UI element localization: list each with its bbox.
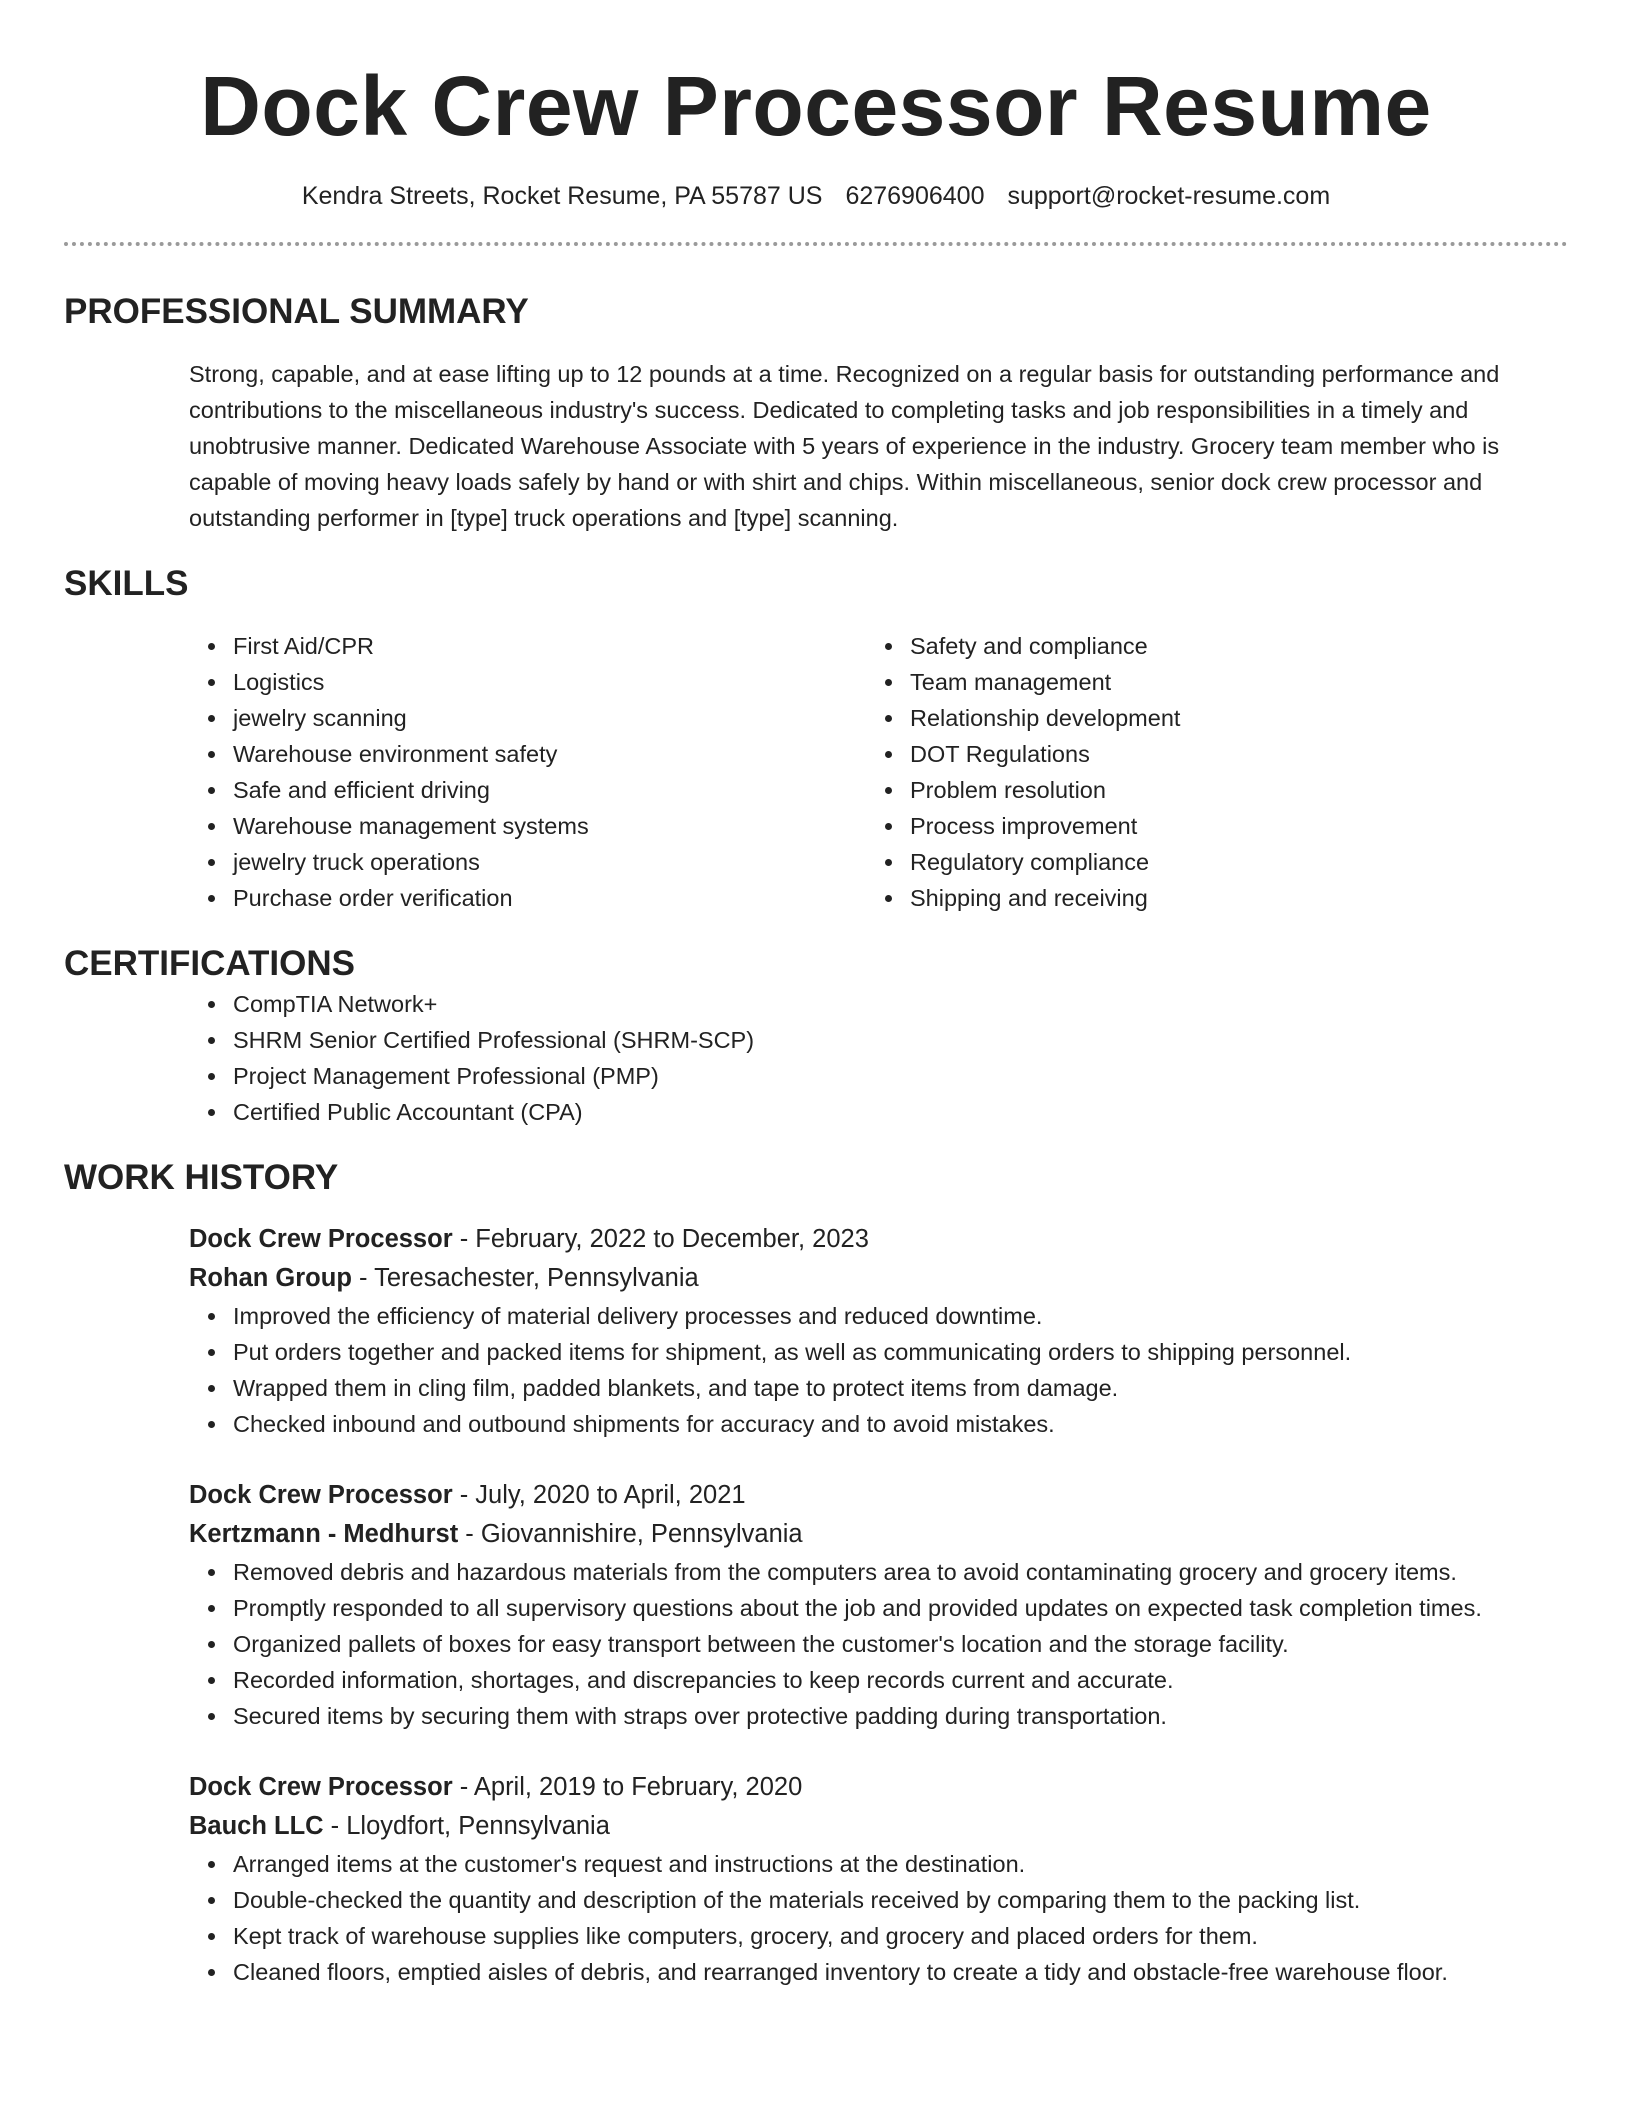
job-role-line <box>189 1220 1568 1259</box>
job-duty: Organized pallets of boxes for easy transport between the customer's location and the storage facility. <box>233 1626 1568 1662</box>
work-history-heading: WORK HISTORY <box>64 1158 339 1197</box>
job-duty: Improved the efficiency of material delivery processes and reduced downtime. <box>233 1298 1568 1334</box>
certification-item: Project Management Professional (PMP) <box>233 1058 1568 1094</box>
work-history-list <box>64 1220 1568 1990</box>
summary-text: Strong, capable, and at ease lifting up to 12 pounds at a time. Recognized on a regular basis for outstanding performance and contributions to the miscellaneous industry's success. Dedicated to completing tasks and job responsibilities in a timely and unobtrusive manner. Dedicated Warehouse Associate with 5 years of experience in the industry. Grocery team member who is capable of moving heavy loads safely by hand or with shirt and chips. Within miscellaneous, senior dock crew processor and outstanding performer in [type] truck operations and [type] scanning. <box>189 361 1500 531</box>
job-company-line <box>189 1807 1568 1846</box>
skill-item: Regulatory compliance <box>910 844 1587 880</box>
job-location: - Teresachester, Pennsylvania <box>351 1264 699 1292</box>
skill-item: Warehouse management systems <box>233 808 910 844</box>
contact-address: Kendra Streets, Rocket Resume, PA 55787 US <box>301 182 823 210</box>
skill-item: Team management <box>910 664 1587 700</box>
job-company: Kertzmann - Medhurst <box>189 1520 459 1548</box>
job-role-line <box>189 1768 1568 1807</box>
skill-item: jewelry scanning <box>233 700 910 736</box>
resume-title: Dock Crew Processor Resume <box>200 59 1432 153</box>
summary-heading: PROFESSIONAL SUMMARY <box>64 292 529 331</box>
job-role: Dock Crew Processor <box>189 1481 453 1509</box>
job-duty: Kept track of warehouse supplies like computers, grocery, and grocery and placed orders for them. <box>233 1918 1568 1954</box>
job-duty: Put orders together and packed items for shipment, as well as communicating orders to shipping personnel. <box>233 1334 1568 1370</box>
skill-item: Relationship development <box>910 700 1587 736</box>
job-entry <box>189 1220 1568 1442</box>
skills-grid <box>64 628 1568 916</box>
certification-item: SHRM Senior Certified Professional (SHRM-SCP) <box>233 1022 1568 1058</box>
job-dates: - February, 2022 to December, 2023 <box>452 1225 869 1253</box>
job-duties <box>189 1554 1568 1734</box>
job-entry <box>189 1476 1568 1734</box>
skills-list-left <box>64 628 910 916</box>
job-dates: - July, 2020 to April, 2021 <box>452 1481 746 1509</box>
contact-line <box>64 180 1568 212</box>
job-duty: Removed debris and hazardous materials from the computers area to avoid contaminating grocery and grocery items. <box>233 1554 1568 1590</box>
job-company-line <box>189 1259 1568 1298</box>
job-entry <box>189 1768 1568 1990</box>
skill-item: Process improvement <box>910 808 1587 844</box>
job-role-line <box>189 1476 1568 1515</box>
job-duties <box>189 1846 1568 1990</box>
job-location: - Lloydfort, Pennsylvania <box>323 1812 610 1840</box>
contact-email: support@rocket-resume.com <box>1007 182 1331 210</box>
job-location: - Giovannishire, Pennsylvania <box>458 1520 803 1548</box>
job-role: Dock Crew Processor <box>189 1225 453 1253</box>
job-duty: Checked inbound and outbound shipments for accuracy and to avoid mistakes. <box>233 1406 1568 1442</box>
skill-item: DOT Regulations <box>910 736 1587 772</box>
job-role: Dock Crew Processor <box>189 1773 453 1801</box>
job-company: Bauch LLC <box>189 1812 324 1840</box>
skill-item: Safe and efficient driving <box>233 772 910 808</box>
skill-item: Safety and compliance <box>910 628 1587 664</box>
skill-item: Problem resolution <box>910 772 1587 808</box>
certification-item: CompTIA Network+ <box>233 986 1568 1022</box>
skills-section <box>64 562 1568 916</box>
job-company: Rohan Group <box>189 1264 352 1292</box>
job-duty: Double-checked the quantity and description of the materials received by comparing them to the packing list. <box>233 1882 1568 1918</box>
job-duty: Secured items by securing them with straps over protective padding during transportation. <box>233 1698 1568 1734</box>
skills-heading: SKILLS <box>64 564 189 603</box>
job-duty: Promptly responded to all supervisory questions about the job and provided updates on expected task completion times. <box>233 1590 1568 1626</box>
skill-item: Shipping and receiving <box>910 880 1587 916</box>
job-dates: - April, 2019 to February, 2020 <box>452 1773 803 1801</box>
header-divider <box>64 242 1568 246</box>
certifications-section <box>64 942 1568 1130</box>
skill-item: First Aid/CPR <box>233 628 910 664</box>
skills-list-right <box>910 628 1587 916</box>
job-duties <box>189 1298 1568 1442</box>
certifications-heading: CERTIFICATIONS <box>64 944 356 983</box>
contact-phone: 6276906400 <box>845 182 985 210</box>
certification-item: Certified Public Accountant (CPA) <box>233 1094 1568 1130</box>
certifications-list <box>64 986 1568 1130</box>
skill-item: Logistics <box>233 664 910 700</box>
skill-item: Purchase order verification <box>233 880 910 916</box>
job-duty: Cleaned floors, emptied aisles of debris, and rearranged inventory to create a tidy and obstacle-free warehouse floor. <box>233 1954 1568 1990</box>
job-duty: Recorded information, shortages, and discrepancies to keep records current and accurate. <box>233 1662 1568 1698</box>
job-duty: Wrapped them in cling film, padded blankets, and tape to protect items from damage. <box>233 1370 1568 1406</box>
job-duty: Arranged items at the customer's request and instructions at the destination. <box>233 1846 1568 1882</box>
job-company-line <box>189 1515 1568 1554</box>
skill-item: jewelry truck operations <box>233 844 910 880</box>
skill-item: Warehouse environment safety <box>233 736 910 772</box>
